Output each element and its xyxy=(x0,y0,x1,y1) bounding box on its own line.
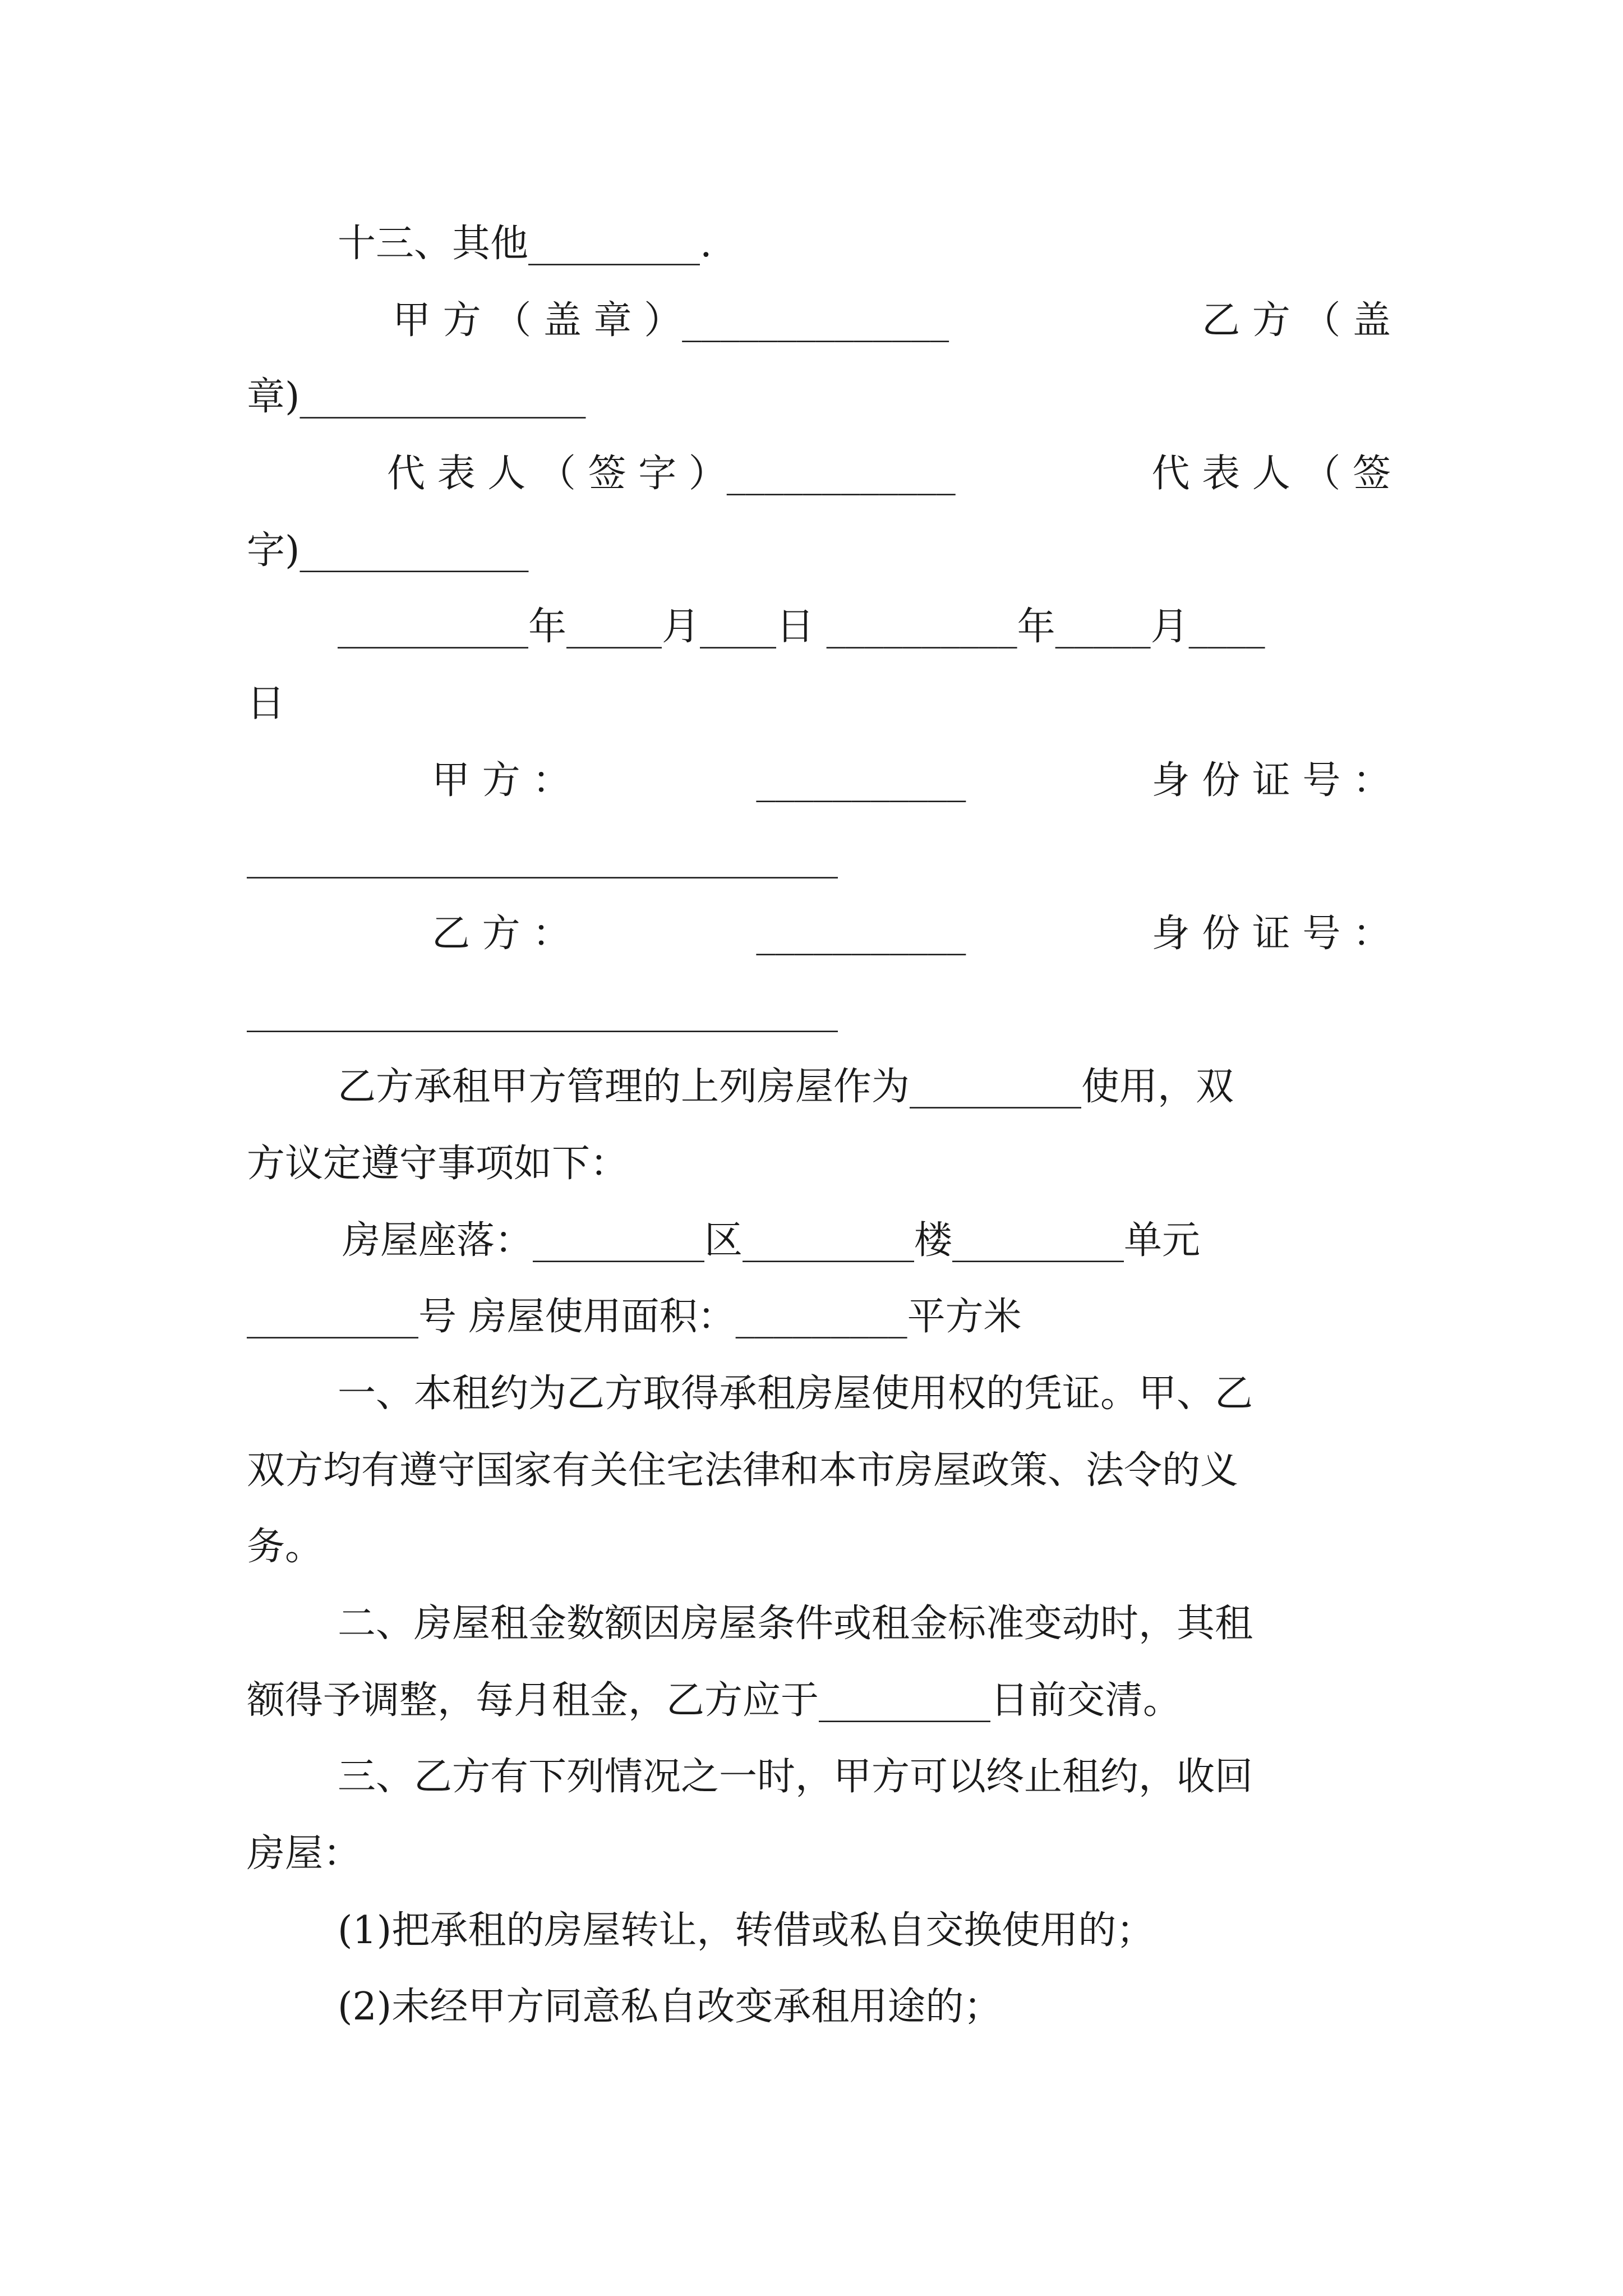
party-a-seal: 甲 方 （ 盖 章 ）______________ xyxy=(393,298,949,343)
party-a-id-blank: _______________________________ xyxy=(247,835,838,879)
clause-2: 二、房屋租金数额因房屋条件或租金标准变动时，其租 xyxy=(338,1602,1253,1646)
party-b-id-blank: _______________________________ xyxy=(247,988,838,1033)
clause-2-cont: 额得予调整，每月租金，乙方应于_________日前交清。 xyxy=(247,1678,1182,1723)
date-row: __________年_____月____日 __________年_____月____ xyxy=(338,605,1265,649)
clause-3: 三、乙方有下列情况之一时，甲方可以终止租约，收回 xyxy=(338,1755,1253,1799)
party-a-id-row xyxy=(247,753,1391,809)
clause-1: 一、本租约为乙方取得承租房屋使用权的凭证。甲、乙 xyxy=(338,1372,1253,1416)
party-b-label: 乙 方 ： xyxy=(432,912,571,956)
party-a-name-blank: ___________ xyxy=(756,758,966,803)
usage-paragraph-cont: 方议定遵守事项如下： xyxy=(247,1142,629,1186)
clause-3-cont: 房屋： xyxy=(247,1832,362,1876)
party-b-representative-end: 字)____________ xyxy=(247,528,529,573)
seal-row xyxy=(247,293,1391,349)
party-a-representative: 代 表 人 （ 签 字 ）____________ xyxy=(387,452,956,496)
party-b-id-row xyxy=(247,906,1391,962)
party-a-id-label: 身 份 证 号 ： xyxy=(1151,758,1391,803)
clause-3-item-2: (2)未经甲方同意私自改变承租用途的； xyxy=(338,1985,1002,2029)
clause-13-other: 十三、其他_________. xyxy=(338,222,712,266)
representative-row xyxy=(247,446,1391,502)
date-row-end: 日 xyxy=(247,682,285,726)
party-b-seal-end: 章)_______________ xyxy=(247,375,586,419)
clause-3-item-1: (1)把承租的房屋转让，转借或私自交换使用的； xyxy=(338,1908,1155,1953)
house-area: _________号 房屋使用面积：_________平方米 xyxy=(247,1295,1022,1339)
party-b-seal-start: 乙 方 （ 盖 xyxy=(1202,298,1391,343)
clause-1-cont: 双方均有遵守国家有关住宅法律和本市房屋政策、法令的义 xyxy=(247,1448,1239,1493)
house-location: 房屋座落：_________区_________楼_________单元 xyxy=(342,1218,1201,1263)
clause-1-end: 务。 xyxy=(247,1525,324,1569)
party-b-representative-start: 代 表 人 （ 签 xyxy=(1151,452,1391,496)
usage-paragraph: 乙方承租甲方管理的上列房屋作为_________使用，双 xyxy=(338,1065,1234,1109)
party-b-name-blank: ___________ xyxy=(756,912,966,956)
party-a-label: 甲 方 ： xyxy=(432,758,571,803)
party-b-id-label: 身 份 证 号 ： xyxy=(1151,912,1391,956)
